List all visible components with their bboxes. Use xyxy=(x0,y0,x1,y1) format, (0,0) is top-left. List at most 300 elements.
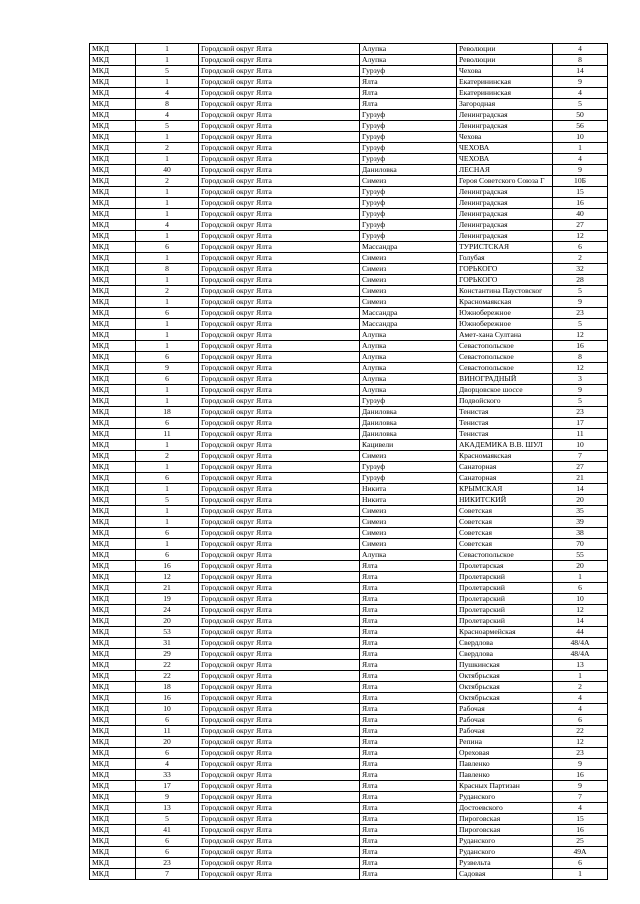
count-cell: 5 xyxy=(136,121,199,132)
table-row xyxy=(90,583,608,594)
locality-cell: Симеиз xyxy=(360,451,457,462)
locality-cell: Ялта xyxy=(360,605,457,616)
table-body xyxy=(90,44,608,880)
house-number-cell: 48/4А xyxy=(553,649,608,660)
locality-cell: Симеиз xyxy=(360,264,457,275)
locality-cell: Ялта xyxy=(360,649,457,660)
locality-cell: Гурзуф xyxy=(360,209,457,220)
locality-cell: Ялта xyxy=(360,88,457,99)
house-number-cell: 49А xyxy=(553,847,608,858)
locality-cell: Ялта xyxy=(360,77,457,88)
building-type-cell: МКД xyxy=(90,561,136,572)
municipality-cell: Городской округ Ялта xyxy=(199,220,360,231)
municipality-cell: Городской округ Ялта xyxy=(199,682,360,693)
house-number-cell: 5 xyxy=(553,99,608,110)
building-type-cell: МКД xyxy=(90,825,136,836)
building-type-cell: МКД xyxy=(90,451,136,462)
house-number-cell: 1 xyxy=(553,671,608,682)
house-number-cell: 23 xyxy=(553,748,608,759)
municipality-cell: Городской округ Ялта xyxy=(199,473,360,484)
count-cell: 2 xyxy=(136,451,199,462)
count-cell: 2 xyxy=(136,176,199,187)
table-row xyxy=(90,506,608,517)
building-type-cell: МКД xyxy=(90,77,136,88)
table-row xyxy=(90,132,608,143)
municipality-cell: Городской округ Ялта xyxy=(199,308,360,319)
locality-cell: Ялта xyxy=(360,638,457,649)
municipality-cell: Городской округ Ялта xyxy=(199,660,360,671)
municipality-cell: Городской округ Ялта xyxy=(199,44,360,55)
count-cell: 9 xyxy=(136,363,199,374)
street-cell: Павленко xyxy=(457,770,553,781)
building-type-cell: МКД xyxy=(90,363,136,374)
count-cell: 5 xyxy=(136,814,199,825)
street-cell: Чехова xyxy=(457,66,553,77)
count-cell: 1 xyxy=(136,275,199,286)
house-number-cell: 17 xyxy=(553,418,608,429)
house-number-cell: 4 xyxy=(553,44,608,55)
municipality-cell: Городской округ Ялта xyxy=(199,209,360,220)
street-cell: Санаторная xyxy=(457,462,553,473)
municipality-cell: Городской округ Ялта xyxy=(199,506,360,517)
house-number-cell: 39 xyxy=(553,517,608,528)
locality-cell: Ялта xyxy=(360,748,457,759)
locality-cell: Гурзуф xyxy=(360,198,457,209)
street-cell: Советская xyxy=(457,506,553,517)
house-number-cell: 25 xyxy=(553,836,608,847)
count-cell: 1 xyxy=(136,484,199,495)
locality-cell: Гурзуф xyxy=(360,121,457,132)
municipality-cell: Городской округ Ялта xyxy=(199,671,360,682)
municipality-cell: Городской округ Ялта xyxy=(199,858,360,869)
street-cell: Советская xyxy=(457,517,553,528)
count-cell: 1 xyxy=(136,517,199,528)
building-type-cell: МКД xyxy=(90,121,136,132)
locality-cell: Алупка xyxy=(360,44,457,55)
count-cell: 23 xyxy=(136,858,199,869)
locality-cell: Ялта xyxy=(360,671,457,682)
street-cell: Пролетарский xyxy=(457,583,553,594)
table-row xyxy=(90,176,608,187)
street-cell: Октябрьская xyxy=(457,693,553,704)
count-cell: 17 xyxy=(136,781,199,792)
building-type-cell: МКД xyxy=(90,319,136,330)
count-cell: 1 xyxy=(136,187,199,198)
municipality-cell: Городской округ Ялта xyxy=(199,814,360,825)
building-type-cell: МКД xyxy=(90,231,136,242)
table-row xyxy=(90,297,608,308)
count-cell: 41 xyxy=(136,825,199,836)
municipality-cell: Городской округ Ялта xyxy=(199,55,360,66)
locality-cell: Ялта xyxy=(360,627,457,638)
house-number-cell: 12 xyxy=(553,737,608,748)
table-row xyxy=(90,319,608,330)
locality-cell: Кацивели xyxy=(360,440,457,451)
street-cell: Революции xyxy=(457,44,553,55)
table-row xyxy=(90,341,608,352)
municipality-cell: Городской округ Ялта xyxy=(199,187,360,198)
table-row xyxy=(90,352,608,363)
street-cell: Севастопольское xyxy=(457,352,553,363)
table-row xyxy=(90,869,608,880)
municipality-cell: Городской округ Ялта xyxy=(199,275,360,286)
municipality-cell: Городской округ Ялта xyxy=(199,616,360,627)
street-cell: Красных Партизан xyxy=(457,781,553,792)
municipality-cell: Городской округ Ялта xyxy=(199,484,360,495)
building-type-cell: МКД xyxy=(90,495,136,506)
locality-cell: Массандра xyxy=(360,308,457,319)
count-cell: 22 xyxy=(136,660,199,671)
locality-cell: Ялта xyxy=(360,715,457,726)
municipality-cell: Городской округ Ялта xyxy=(199,165,360,176)
table-row xyxy=(90,66,608,77)
building-type-cell: МКД xyxy=(90,297,136,308)
count-cell: 40 xyxy=(136,165,199,176)
count-cell: 6 xyxy=(136,528,199,539)
table-row xyxy=(90,836,608,847)
table-row xyxy=(90,682,608,693)
count-cell: 21 xyxy=(136,583,199,594)
municipality-cell: Городской округ Ялта xyxy=(199,649,360,660)
house-number-cell: 9 xyxy=(553,77,608,88)
street-cell: Пролетарский xyxy=(457,594,553,605)
locality-cell: Алупка xyxy=(360,374,457,385)
house-number-cell: 10 xyxy=(553,132,608,143)
building-type-cell: МКД xyxy=(90,737,136,748)
count-cell: 1 xyxy=(136,319,199,330)
municipality-cell: Городской округ Ялта xyxy=(199,319,360,330)
count-cell: 4 xyxy=(136,88,199,99)
building-type-cell: МКД xyxy=(90,792,136,803)
count-cell: 1 xyxy=(136,539,199,550)
building-type-cell: МКД xyxy=(90,176,136,187)
municipality-cell: Городской округ Ялта xyxy=(199,737,360,748)
house-number-cell: 6 xyxy=(553,715,608,726)
municipality-cell: Городской округ Ялта xyxy=(199,539,360,550)
locality-cell: Гурзуф xyxy=(360,187,457,198)
building-type-cell: МКД xyxy=(90,462,136,473)
house-number-cell: 50 xyxy=(553,110,608,121)
street-cell: Екатерининская xyxy=(457,88,553,99)
building-type-cell: МКД xyxy=(90,418,136,429)
count-cell: 1 xyxy=(136,55,199,66)
street-cell: Тенистая xyxy=(457,407,553,418)
house-number-cell: 14 xyxy=(553,66,608,77)
street-cell: ЧЕХОВА xyxy=(457,143,553,154)
house-number-cell: 5 xyxy=(553,286,608,297)
street-cell: Красномаякская xyxy=(457,297,553,308)
table-row xyxy=(90,605,608,616)
street-cell: Ленинградская xyxy=(457,187,553,198)
locality-cell: Алупка xyxy=(360,550,457,561)
table-row xyxy=(90,374,608,385)
locality-cell: Алупка xyxy=(360,385,457,396)
table-row xyxy=(90,572,608,583)
street-cell: Южнобережное xyxy=(457,308,553,319)
table-row xyxy=(90,660,608,671)
table-row xyxy=(90,110,608,121)
building-type-cell: МКД xyxy=(90,605,136,616)
table-row xyxy=(90,748,608,759)
table-row xyxy=(90,440,608,451)
house-number-cell: 27 xyxy=(553,220,608,231)
street-cell: Октябрьская xyxy=(457,671,553,682)
street-cell: Свердлова xyxy=(457,649,553,660)
building-type-cell: МКД xyxy=(90,55,136,66)
building-type-cell: МКД xyxy=(90,473,136,484)
municipality-cell: Городской округ Ялта xyxy=(199,572,360,583)
municipality-cell: Городской округ Ялта xyxy=(199,781,360,792)
municipality-cell: Городской округ Ялта xyxy=(199,715,360,726)
house-number-cell: 22 xyxy=(553,726,608,737)
locality-cell: Симеиз xyxy=(360,539,457,550)
house-number-cell: 6 xyxy=(553,858,608,869)
table-row xyxy=(90,165,608,176)
house-number-cell: 56 xyxy=(553,121,608,132)
street-cell: Пироговская xyxy=(457,825,553,836)
building-type-cell: МКД xyxy=(90,165,136,176)
street-cell: Южнобережное xyxy=(457,319,553,330)
locality-cell: Алупка xyxy=(360,363,457,374)
municipality-cell: Городской округ Ялта xyxy=(199,605,360,616)
building-type-cell: МКД xyxy=(90,671,136,682)
table-row xyxy=(90,781,608,792)
count-cell: 13 xyxy=(136,803,199,814)
locality-cell: Гурзуф xyxy=(360,396,457,407)
house-number-cell: 9 xyxy=(553,781,608,792)
building-type-cell: МКД xyxy=(90,396,136,407)
street-cell: Пролетарский xyxy=(457,616,553,627)
locality-cell: Гурзуф xyxy=(360,462,457,473)
municipality-cell: Городской округ Ялта xyxy=(199,297,360,308)
municipality-cell: Городской округ Ялта xyxy=(199,352,360,363)
house-number-cell: 28 xyxy=(553,275,608,286)
house-number-cell: 10 xyxy=(553,594,608,605)
street-cell: Руданского xyxy=(457,792,553,803)
count-cell: 29 xyxy=(136,649,199,660)
count-cell: 1 xyxy=(136,462,199,473)
building-type-cell: МКД xyxy=(90,594,136,605)
house-number-cell: 4 xyxy=(553,88,608,99)
locality-cell: Ялта xyxy=(360,726,457,737)
locality-cell: Даниловка xyxy=(360,418,457,429)
locality-cell: Симеиз xyxy=(360,297,457,308)
table-row xyxy=(90,671,608,682)
locality-cell: Симеиз xyxy=(360,528,457,539)
municipality-cell: Городской округ Ялта xyxy=(199,396,360,407)
house-number-cell: 6 xyxy=(553,583,608,594)
building-type-cell: МКД xyxy=(90,88,136,99)
table-row xyxy=(90,616,608,627)
table-row xyxy=(90,451,608,462)
locality-cell: Ялта xyxy=(360,737,457,748)
house-number-cell: 11 xyxy=(553,429,608,440)
locality-cell: Алупка xyxy=(360,55,457,66)
municipality-cell: Городской округ Ялта xyxy=(199,627,360,638)
locality-cell: Алупка xyxy=(360,352,457,363)
house-number-cell: 5 xyxy=(553,396,608,407)
house-number-cell: 70 xyxy=(553,539,608,550)
municipality-cell: Городской округ Ялта xyxy=(199,495,360,506)
house-number-cell: 7 xyxy=(553,451,608,462)
house-number-cell: 20 xyxy=(553,561,608,572)
count-cell: 6 xyxy=(136,374,199,385)
house-number-cell: 16 xyxy=(553,825,608,836)
building-type-cell: МКД xyxy=(90,682,136,693)
building-type-cell: МКД xyxy=(90,704,136,715)
table-row xyxy=(90,418,608,429)
table-row xyxy=(90,264,608,275)
house-number-cell: 13 xyxy=(553,660,608,671)
municipality-cell: Городской округ Ялта xyxy=(199,836,360,847)
count-cell: 6 xyxy=(136,418,199,429)
municipality-cell: Городской округ Ялта xyxy=(199,330,360,341)
building-type-cell: МКД xyxy=(90,198,136,209)
building-type-cell: МКД xyxy=(90,528,136,539)
locality-cell: Ялта xyxy=(360,836,457,847)
street-cell: Ленинградская xyxy=(457,198,553,209)
street-cell: Пушкинская xyxy=(457,660,553,671)
house-number-cell: 55 xyxy=(553,550,608,561)
table-row xyxy=(90,539,608,550)
table-row xyxy=(90,704,608,715)
table-row xyxy=(90,803,608,814)
table-row xyxy=(90,220,608,231)
table-row xyxy=(90,792,608,803)
building-type-cell: МКД xyxy=(90,330,136,341)
house-number-cell: 9 xyxy=(553,385,608,396)
count-cell: 11 xyxy=(136,726,199,737)
building-type-cell: МКД xyxy=(90,374,136,385)
table-row xyxy=(90,154,608,165)
locality-cell: Ялта xyxy=(360,781,457,792)
table-row xyxy=(90,231,608,242)
street-cell: Севастопольское xyxy=(457,341,553,352)
building-type-cell: МКД xyxy=(90,44,136,55)
count-cell: 7 xyxy=(136,869,199,880)
table-row xyxy=(90,77,608,88)
locality-cell: Гурзуф xyxy=(360,66,457,77)
municipality-cell: Городской округ Ялта xyxy=(199,451,360,462)
building-type-cell: МКД xyxy=(90,286,136,297)
building-type-cell: МКД xyxy=(90,803,136,814)
building-type-cell: МКД xyxy=(90,352,136,363)
building-type-cell: МКД xyxy=(90,110,136,121)
municipality-cell: Городской округ Ялта xyxy=(199,110,360,121)
locality-cell: Ялта xyxy=(360,847,457,858)
table-row xyxy=(90,726,608,737)
street-cell: Рабочая xyxy=(457,704,553,715)
street-cell: Ленинградская xyxy=(457,110,553,121)
count-cell: 1 xyxy=(136,341,199,352)
house-number-cell: 4 xyxy=(553,693,608,704)
locality-cell: Даниловка xyxy=(360,165,457,176)
street-cell: Севастопольское xyxy=(457,363,553,374)
locality-cell: Ялта xyxy=(360,770,457,781)
house-number-cell: 16 xyxy=(553,341,608,352)
street-cell: Пролетарский xyxy=(457,605,553,616)
house-number-cell: 38 xyxy=(553,528,608,539)
building-type-cell: МКД xyxy=(90,253,136,264)
count-cell: 8 xyxy=(136,99,199,110)
street-cell: Подвойского xyxy=(457,396,553,407)
house-number-cell: 14 xyxy=(553,616,608,627)
count-cell: 6 xyxy=(136,550,199,561)
building-type-cell: МКД xyxy=(90,616,136,627)
building-type-cell: МКД xyxy=(90,660,136,671)
table-row xyxy=(90,495,608,506)
count-cell: 24 xyxy=(136,605,199,616)
building-type-cell: МКД xyxy=(90,693,136,704)
street-cell: Чехова xyxy=(457,132,553,143)
locality-cell: Гурзуф xyxy=(360,143,457,154)
house-number-cell: 1 xyxy=(553,143,608,154)
building-type-cell: МКД xyxy=(90,187,136,198)
locality-cell: Алупка xyxy=(360,341,457,352)
table-row xyxy=(90,429,608,440)
count-cell: 5 xyxy=(136,495,199,506)
table-row xyxy=(90,363,608,374)
table-row xyxy=(90,462,608,473)
locality-cell: Алупка xyxy=(360,330,457,341)
house-number-cell: 12 xyxy=(553,330,608,341)
locality-cell: Ялта xyxy=(360,869,457,880)
street-cell: Красноармейская xyxy=(457,627,553,638)
house-number-cell: 2 xyxy=(553,682,608,693)
house-number-cell: 40 xyxy=(553,209,608,220)
municipality-cell: Городской округ Ялта xyxy=(199,374,360,385)
count-cell: 6 xyxy=(136,836,199,847)
street-cell: Пролетарский xyxy=(457,572,553,583)
table-row xyxy=(90,627,608,638)
table-row xyxy=(90,121,608,132)
locality-cell: Симеиз xyxy=(360,275,457,286)
house-number-cell: 9 xyxy=(553,165,608,176)
count-cell: 1 xyxy=(136,209,199,220)
street-cell: Руданского xyxy=(457,847,553,858)
locality-cell: Ялта xyxy=(360,704,457,715)
building-type-cell: МКД xyxy=(90,572,136,583)
building-type-cell: МКД xyxy=(90,484,136,495)
table-row xyxy=(90,187,608,198)
locality-cell: Ялта xyxy=(360,858,457,869)
count-cell: 6 xyxy=(136,748,199,759)
count-cell: 4 xyxy=(136,759,199,770)
municipality-cell: Городской округ Ялта xyxy=(199,594,360,605)
street-cell: ГОРЬКОГО xyxy=(457,264,553,275)
street-cell: Ореховая xyxy=(457,748,553,759)
house-number-cell: 16 xyxy=(553,770,608,781)
building-type-cell: МКД xyxy=(90,715,136,726)
count-cell: 10 xyxy=(136,704,199,715)
building-type-cell: МКД xyxy=(90,550,136,561)
street-cell: ЧЕХОВА xyxy=(457,154,553,165)
street-cell: ВИНОГРАДНЫЙ xyxy=(457,374,553,385)
building-type-cell: МКД xyxy=(90,759,136,770)
house-number-cell: 27 xyxy=(553,462,608,473)
count-cell: 16 xyxy=(136,561,199,572)
building-type-cell: МКД xyxy=(90,726,136,737)
street-cell: ТУРИСТСКАЯ xyxy=(457,242,553,253)
municipality-cell: Городской округ Ялта xyxy=(199,231,360,242)
street-cell: Советская xyxy=(457,528,553,539)
street-cell: Ленинградская xyxy=(457,209,553,220)
locality-cell: Гурзуф xyxy=(360,110,457,121)
table-row xyxy=(90,858,608,869)
municipality-cell: Городской округ Ялта xyxy=(199,198,360,209)
house-number-cell: 1 xyxy=(553,869,608,880)
locality-cell: Гурзуф xyxy=(360,231,457,242)
